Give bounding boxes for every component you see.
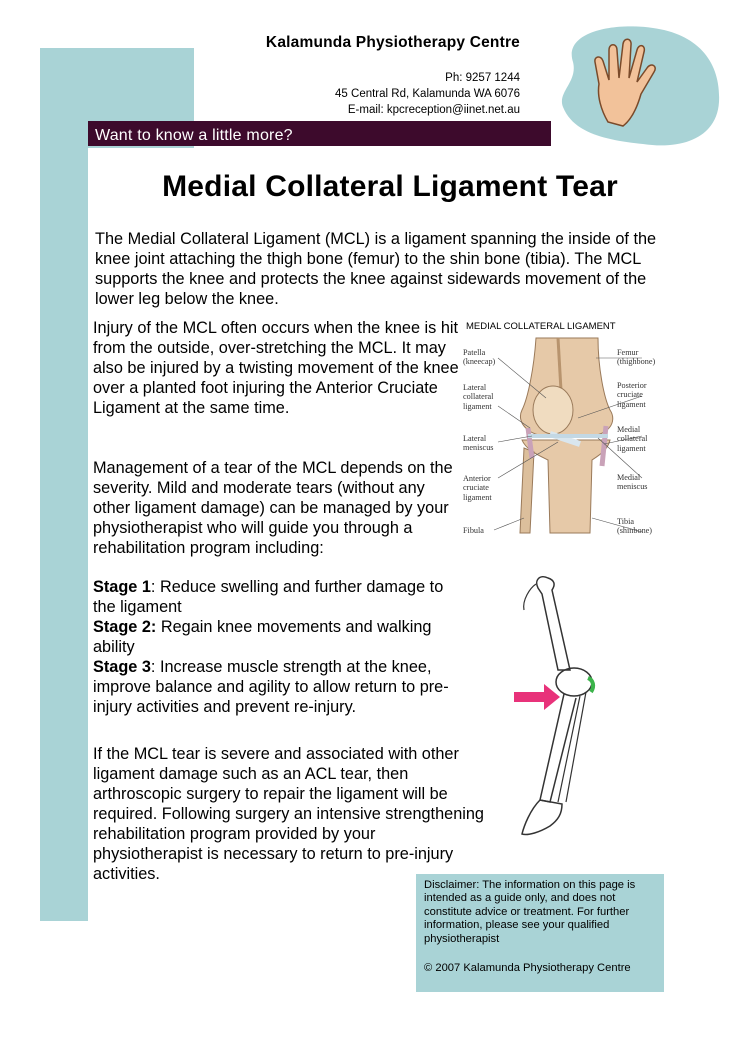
stage-item	[93, 577, 463, 617]
label-lateral-meniscus: Lateral meniscus	[463, 434, 494, 453]
stage-text: Regain knee movements and walking ability	[93, 618, 432, 656]
management-paragraph: Management of a tear of the MCL depends on the severity. Mild and moderate tears (without any other ligament damage) can be managed by your physiotherapist who will guide you through a rehabilitation program including:	[93, 459, 453, 557]
label-femur: Femur (thighbone)	[617, 348, 656, 367]
label-tibia: Tibia (shinbone)	[617, 517, 653, 536]
stage-item	[93, 657, 463, 717]
stages-list	[93, 577, 463, 717]
leg-injury-illustration	[500, 570, 630, 850]
stage-text: : Reduce swelling and further damage to the ligament	[93, 578, 444, 616]
label-anterior-cruciate-ligament: Anterior cruciate ligament	[463, 474, 492, 502]
label-medial-meniscus: Medial meniscus	[617, 473, 648, 492]
stage-label: Stage 3	[93, 658, 151, 676]
severe-tear-paragraph: If the MCL tear is severe and associated with other ligament damage such as an ACL tear, then arthroscopic surgery to repair the ligament will be required. Following surgery an intensive strengthening rehabilitation program provided by your physiotherapist is necessary to return to pre-injury activities.	[93, 745, 484, 883]
hand-logo-icon	[553, 22, 723, 150]
centre-name: Kalamunda Physiotherapy Centre	[265, 34, 520, 51]
label-patella: Patella (kneecap)	[463, 348, 496, 367]
stage-item	[93, 617, 463, 657]
label-lateral-collateral-ligament: Lateral collateral ligament	[463, 383, 494, 411]
label-posterior-cruciate-ligament: Posterior cruciate ligament	[617, 381, 647, 409]
stage-text: : Increase muscle strength at the knee, improve balance and agility to allow return to pre-injury activities and prevent re-injury.	[93, 658, 449, 716]
address: 45 Central Rd, Kalamunda WA 6076	[335, 88, 520, 100]
stage-label: Stage 1	[93, 578, 151, 596]
diagram-caption: MEDIAL COLLATERAL LIGAMENT	[466, 321, 616, 332]
label-fibula: Fibula	[463, 526, 484, 535]
page-title: Medial Collateral Ligament Tear	[162, 170, 618, 203]
phone-number: Ph: 9257 1244	[445, 72, 520, 84]
stage-label: Stage 2:	[93, 618, 157, 636]
intro-paragraph: The Medial Collateral Ligament (MCL) is a ligament spanning the inside of the knee joint attaching the thigh bone (femur) to the shin bone (tibia). The MCL supports the knee and protects the knee against sidewards movement of the lower leg below the knee.	[95, 230, 657, 308]
copyright-text: © 2007 Kalamunda Physiotherapy Centre	[424, 962, 631, 974]
email-address: E-mail: kpcreception@iinet.net.au	[347, 104, 520, 116]
label-medial-collateral-ligament: Medial collateral ligament	[617, 425, 648, 453]
injury-paragraph: Injury of the MCL often occurs when the knee is hit from the outside, over-stretching the MCL. It may also be injured by a twisting movement of the knee over a planted foot injuring the Anterior Cruciate Ligament at the same time.	[93, 319, 459, 417]
disclaimer-text: Disclaimer: The information on this page is intended as a guide only, and does not constitute advice or treatment. For further information, please see your qualified physiotherapist	[424, 879, 636, 945]
banner-text: Want to know a little more?	[95, 127, 293, 144]
